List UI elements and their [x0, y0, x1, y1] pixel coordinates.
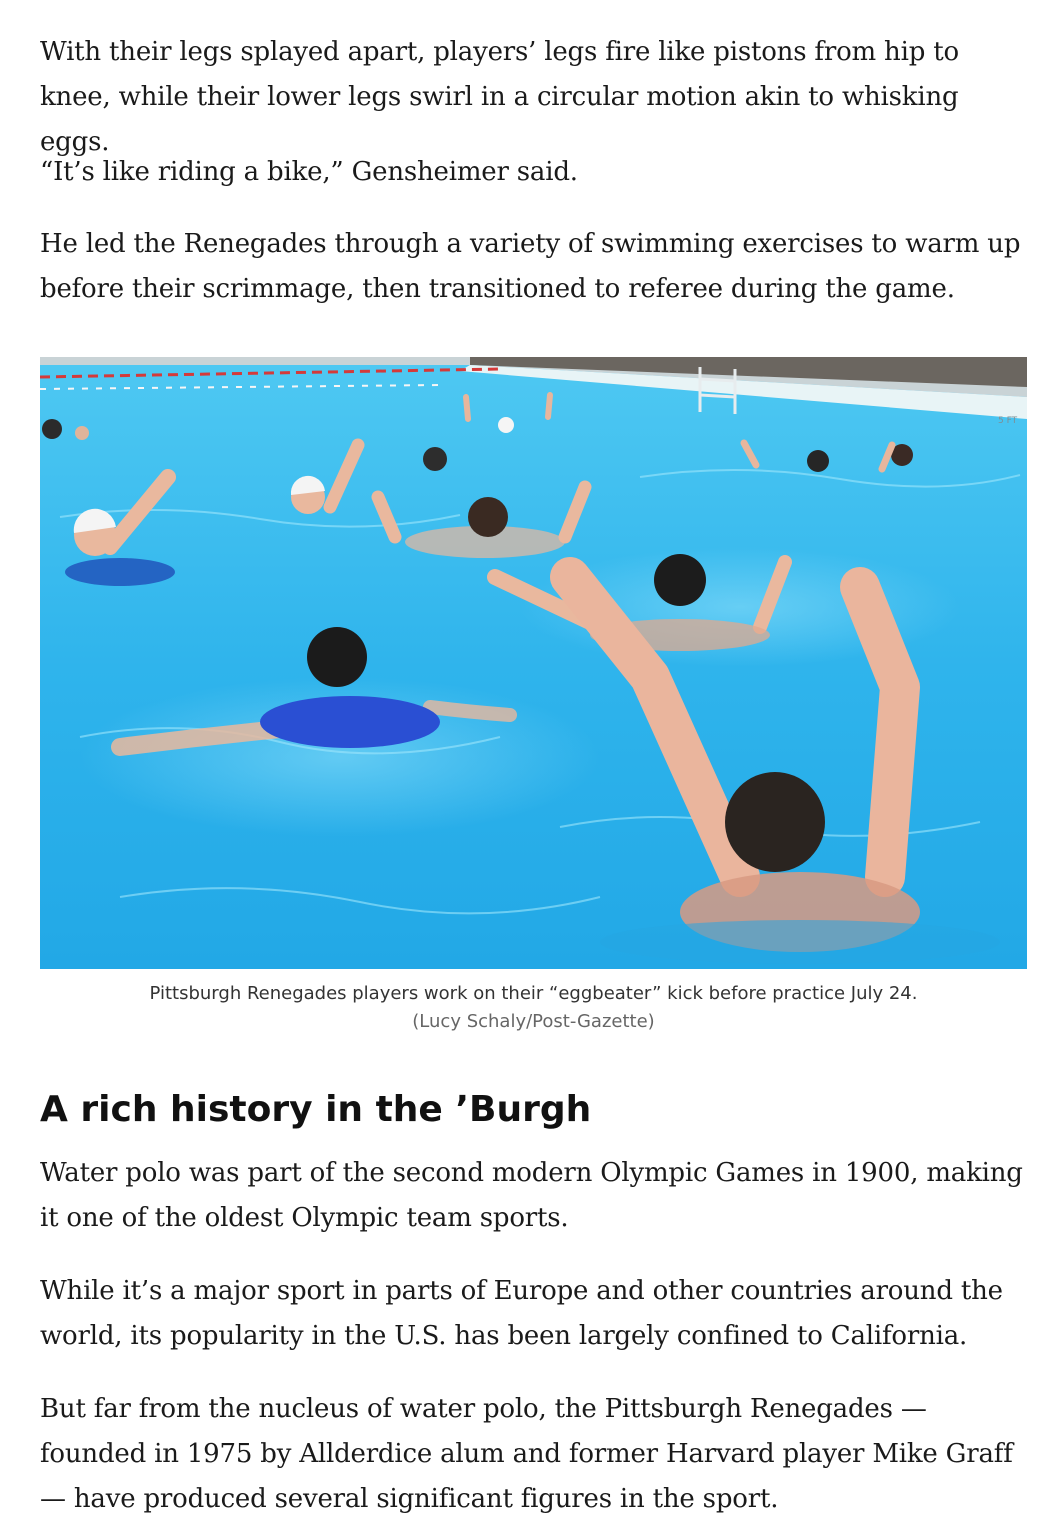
paragraph-olympic-history: Water polo was part of the second modern Olympic Games in 1900, making it one of the oldest Olympic team sports. [40, 1158, 1023, 1233]
caption-text: Pittsburgh Renegades players work on their “eggbeater” kick before practice July 24. [149, 983, 918, 1004]
depth-marking: 5 FT [998, 416, 1018, 426]
paragraph-us-popularity: While it’s a major sport in parts of Europe and other countries around the world, its popularity in the U.S. has been largely confined to California. [40, 1276, 1003, 1351]
pool-photo-illustration [40, 357, 1027, 969]
paragraph-gensheimer-quote: “It’s like riding a bike,” Gensheimer said. [40, 157, 578, 187]
photo-credit: (Lucy Schaly/Post-Gazette) [412, 1011, 655, 1032]
paragraph-renegades-founding: But far from the nucleus of water polo, the Pittsburgh Renegades — founded in 1975 by Allderdice alum and former Harvard player Mike Graff — have produced several significant figures in the sport. [40, 1394, 1013, 1514]
paragraph-eggbeater-description: With their legs splayed apart, players’ legs fire like pistons from hip to knee, while their lower legs swirl in a circular motion akin to whisking eggs. [40, 37, 959, 157]
section-heading: A rich history in the ’Burgh [40, 1089, 592, 1130]
paragraph-warmup: He led the Renegades through a variety of swimming exercises to warm up before their scrimmage, then transitioned to referee during the game. [40, 229, 1021, 304]
photo-caption [40, 980, 1027, 1036]
article-photo [40, 357, 1027, 969]
